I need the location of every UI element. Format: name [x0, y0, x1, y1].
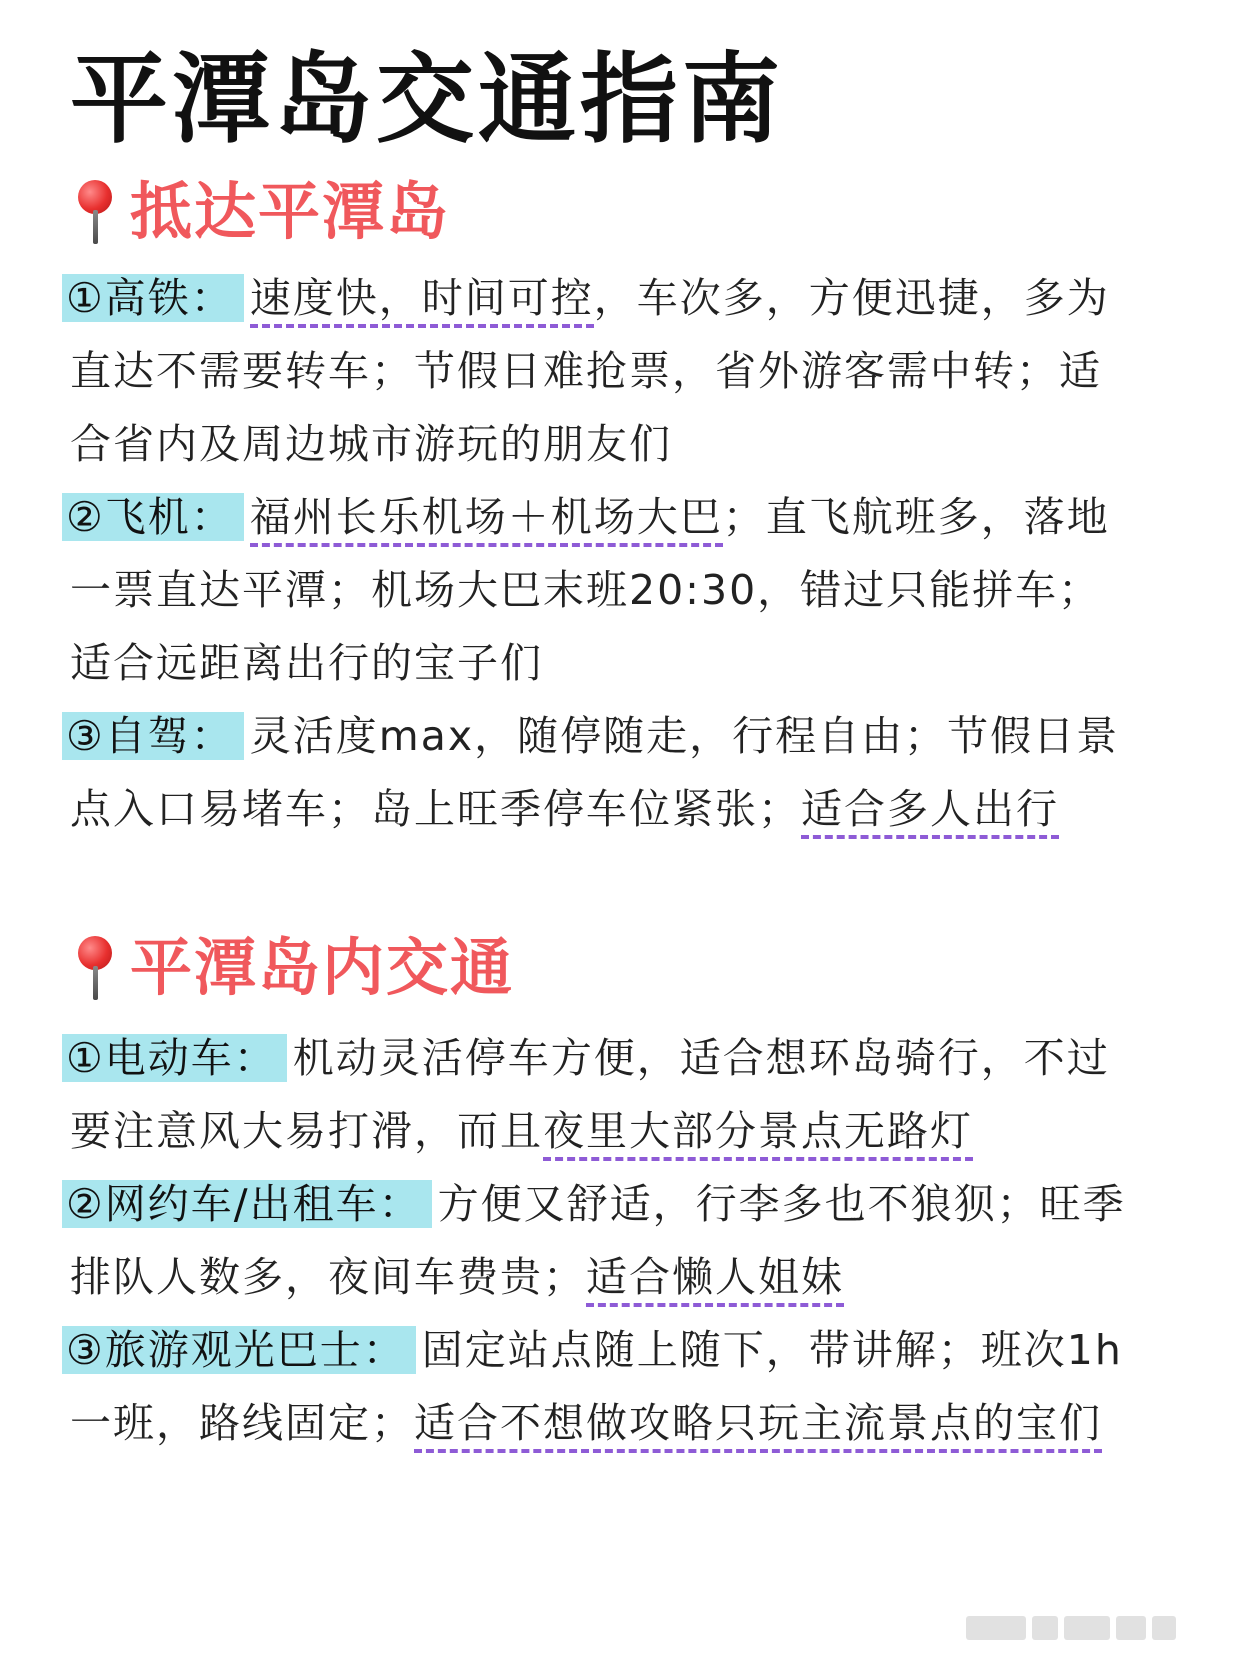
list-item-sightseeing-bus — [66, 1314, 1190, 1460]
item-text: 点入口易堵车；岛上旺季停车位紧张； — [70, 785, 801, 833]
item-label: ②网约车/出租车： — [62, 1180, 432, 1228]
item-text: 排队人数多，夜间车费贵； — [70, 1253, 586, 1301]
item-text: ；直飞航班多，落地 — [722, 493, 1110, 541]
underlined-text: 适合多人出行 — [801, 785, 1059, 839]
item-text: 一票直达平潭；机场大巴末班20:30，错过只能拼车； — [70, 566, 1102, 614]
watermark-logo — [966, 1614, 1176, 1642]
item-label: ③旅游观光巴士： — [62, 1326, 416, 1374]
item-label: ②飞机： — [62, 493, 244, 541]
list-item-airplane — [66, 481, 1190, 700]
item-text: ，车次多，方便迅捷，多为 — [593, 274, 1110, 322]
item-text: 合省内及周边城市游玩的朋友们 — [70, 420, 672, 468]
item-text: 方便又舒适，行李多也不狼狈；旺季 — [437, 1180, 1126, 1228]
item-text: 灵活度max，随停随走，行程自由；节假日景 — [249, 712, 1120, 760]
item-label: ③自驾： — [62, 712, 244, 760]
round-pushpin-icon — [78, 932, 114, 1004]
item-label: ①高铁： — [62, 274, 244, 322]
item-text: 固定站点随上随下，带讲解；班次1h — [421, 1326, 1123, 1374]
list-item-e-bike — [66, 1022, 1190, 1168]
underlined-text: 速度快，时间可控 — [250, 274, 594, 328]
section-header-island-transport — [78, 928, 514, 1008]
item-text: 机动灵活停车方便，适合想环岛骑行，不过 — [292, 1034, 1110, 1082]
item-label: ①电动车： — [62, 1034, 287, 1082]
underlined-text: 适合不想做攻略只玩主流景点的宝们 — [414, 1399, 1102, 1453]
item-text: 适合远距离出行的宝子们 — [70, 639, 543, 687]
round-pushpin-icon — [78, 176, 114, 248]
section-heading: 平潭岛内交通 — [130, 931, 515, 1004]
item-text: 直达不需要转车；节假日难抢票，省外游客需中转；适 — [70, 347, 1102, 395]
underlined-text: 适合懒人姐妹 — [586, 1253, 844, 1307]
underlined-text: 夜里大部分景点无路灯 — [543, 1107, 973, 1161]
section-heading: 抵达平潭岛 — [130, 175, 451, 248]
list-item-taxi — [66, 1168, 1190, 1314]
item-text: 要注意风大易打滑，而且 — [70, 1107, 543, 1155]
section-header-arrival — [78, 172, 450, 252]
page-title: 平潭岛交通指南 — [70, 43, 785, 157]
underlined-text: 福州长乐机场＋机场大巴 — [250, 493, 723, 547]
item-text: 一班，路线固定； — [70, 1399, 414, 1447]
list-item-self-drive — [66, 700, 1190, 846]
list-item-high-speed-rail — [66, 262, 1190, 481]
